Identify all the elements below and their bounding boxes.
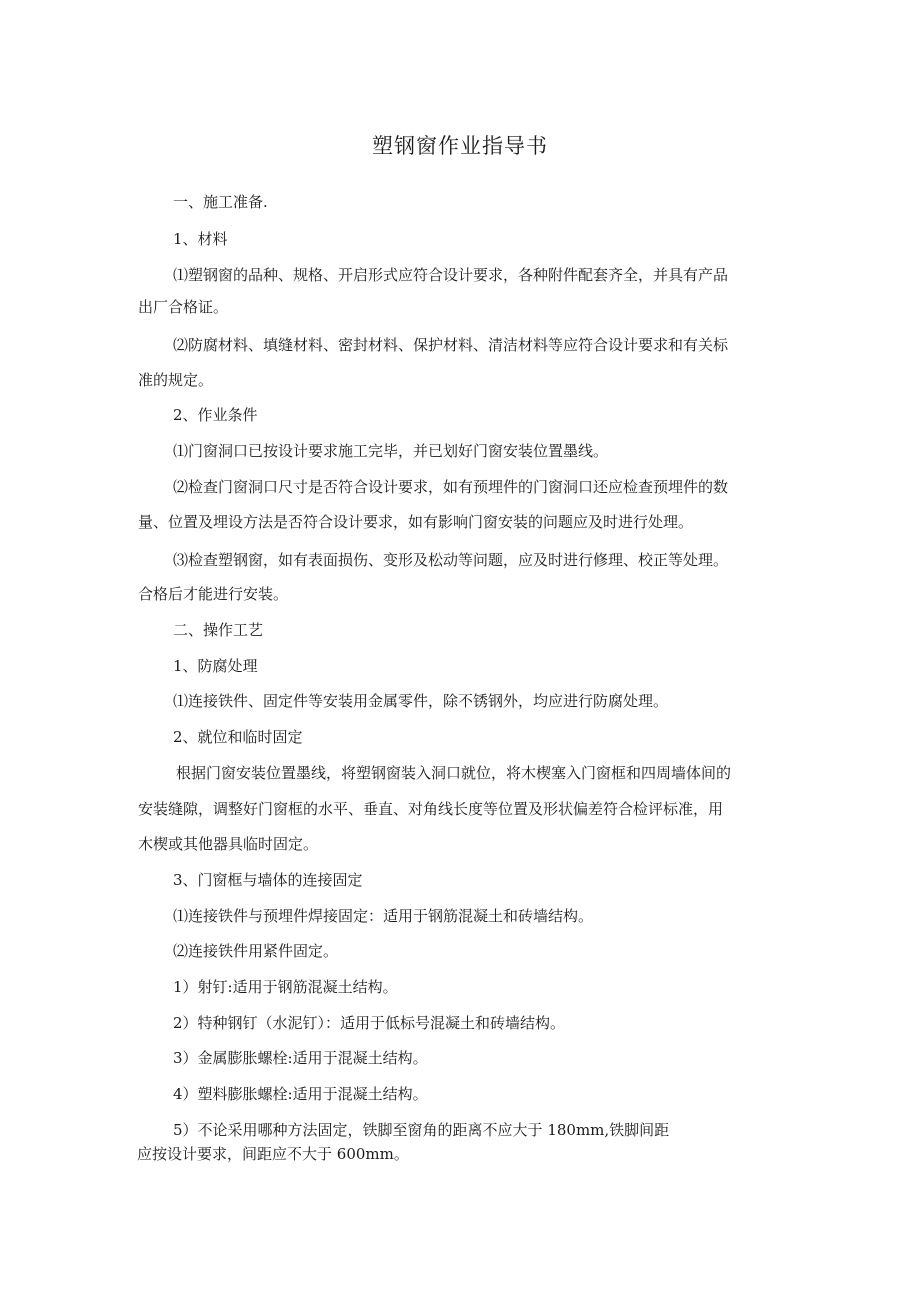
- paragraph-line: ⑴连接铁件、固定件等安装用金属零件，除不锈钢外，均应进行防腐处理。: [173, 692, 669, 710]
- subsection-heading-conditions: 2、作业条件: [173, 406, 258, 424]
- paragraph-line: ⑴门窗洞口已按设计要求施工完毕，并已划好门窗安装位置墨线。: [173, 442, 609, 460]
- subsection-heading-positioning: 2、就位和临时固定: [173, 728, 303, 746]
- paragraph-line: 准的规定。: [138, 371, 214, 389]
- document-title: 塑钢窗作业指导书: [372, 134, 548, 158]
- section-heading-preparation: 一、施工准备.: [173, 193, 268, 211]
- paragraph-line: 量、位置及埋设方法是否符合设计要求，如有影响门窗安装的问题应及时进行处理。: [138, 513, 694, 531]
- paragraph-line: 合格后才能进行安装。: [138, 585, 289, 603]
- paragraph-line: 安装缝隙，调整好门窗框的水平、垂直、对角线长度等位置及形状偏差符合检评标准，用: [138, 800, 724, 818]
- paragraph-line: ⑵防腐材料、填缝材料、密封材料、保护材料、清洁材料等应符合设计要求和有关标: [173, 336, 729, 354]
- list-item: 4）塑料膨胀螺栓:适用于混凝土结构。: [173, 1085, 428, 1103]
- paragraph-line: ⑴塑钢窗的品种、规格、开启形式应符合设计要求，各种附件配套齐全，并具有产品: [173, 266, 729, 284]
- paragraph-line: ⑴连接铁件与预埋件焊接固定：适用于钢筋混凝土和砖墙结构。: [173, 907, 594, 925]
- paragraph-line: 根据门窗安装位置墨线，将塑钢窗装入洞口就位，将木楔塞入门窗框和四周墙体间的: [176, 764, 732, 782]
- paragraph-line: 出厂合格证。: [138, 298, 229, 316]
- paragraph-line: ⑵检查门窗洞口尺寸是否符合设计要求，如有预埋件的门窗洞口还应检查预埋件的数: [173, 478, 729, 496]
- paragraph-line: 应按设计要求，间距应不大于 600mm。: [137, 1145, 409, 1163]
- subsection-heading-anticorrosion: 1、防腐处理: [173, 657, 258, 675]
- list-item: 2）特种钢钉（水泥钉）：适用于低标号混凝土和砖墙结构。: [173, 1014, 566, 1032]
- paragraph-line: ⑵连接铁件用紧件固定。: [173, 942, 339, 960]
- subsection-heading-materials: 1、材料: [173, 230, 228, 248]
- section-heading-process: 二、操作工艺: [173, 621, 264, 639]
- paragraph-line: 木楔或其他器具临时固定。: [138, 835, 319, 853]
- list-item: 5）不论采用哪种方法固定，铁脚至窗角的距离不应大于 180mm,铁脚间距: [173, 1121, 670, 1139]
- subsection-heading-fixing: 3、门窗框与墙体的连接固定: [173, 871, 363, 889]
- paragraph-line: ⑶检查塑钢窗，如有表面损伤、变形及松动等问题，应及时进行修理、校正等处理。: [173, 551, 729, 569]
- list-item: 1）射钉:适用于钢筋混凝土结构。: [173, 978, 398, 996]
- list-item: 3）金属膨胀螺栓:适用于混凝土结构。: [173, 1049, 428, 1067]
